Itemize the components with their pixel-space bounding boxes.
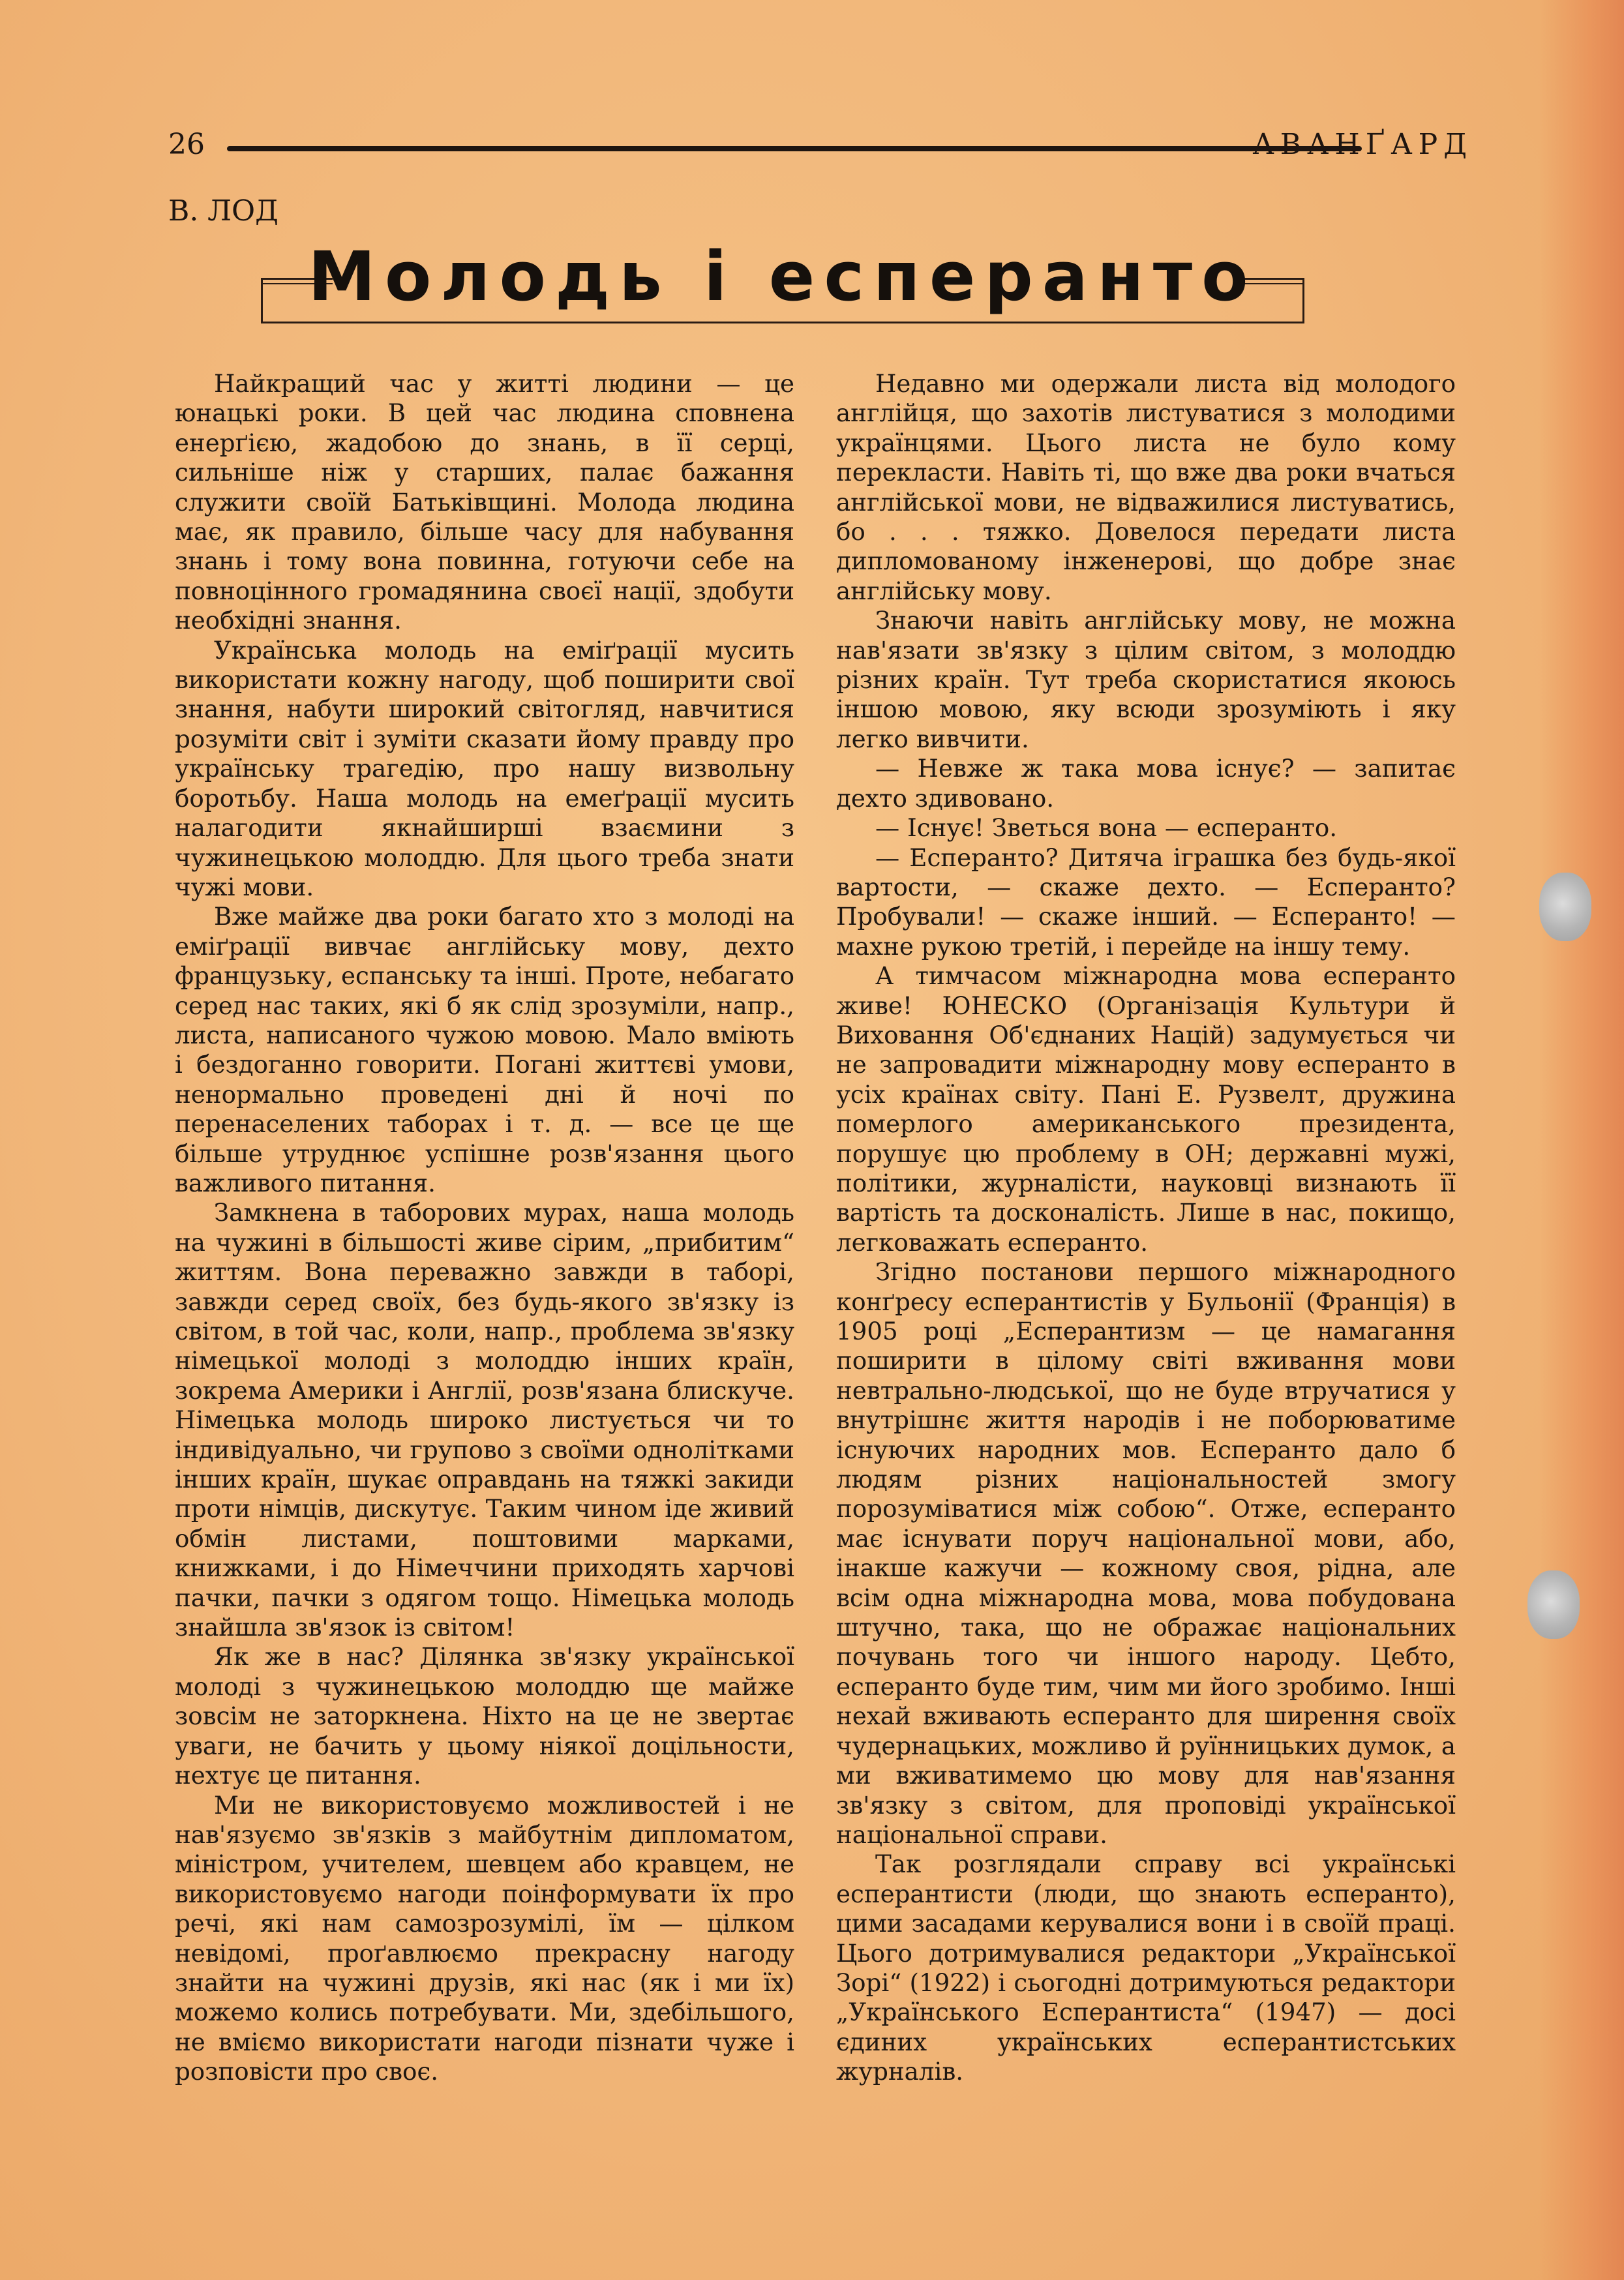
paragraph: Згідно постанови першого міжнародного конґресу есперантистів у Бульонії (Франція) в 1905 році „Есперантизм — це намагання поширити в цілому світі вживання мови невтрально-людської, що не буде втручатися у внутрішнє життя народів і не поборюватиме існуючих народних мов. Есперанто дало б людям різних національностей змогу порозуміватися між собою“. Отже, есперанто має існувати поруч національної мови, або, інакше кажучи — кожному своя, рідна, але всім одна міжнародна мова, мова побудована штучно, така, що не ображає національних почувань того чи іншого народу. Цебто, есперанто буде тим, чим ми його зробимо. Інші нехай вживають есперанто для ширення своїх чудернацьких, можливо й руїнницьких думок, а ми вживатимемо цю мову для нав'язання зв'язку з світом, для проповіді української національної справи. — [836, 1257, 1456, 1849]
paragraph: Вже майже два роки багато хто з молоді на еміґрації вивчає англійську мову, дехто французьку, еспанську та інші. Проте, небагато серед нас таких, які б як слід зрозуміли, напр., листа, написаного чужою мовою. Мало вміють і бездоганно говорити. Погані життєві умови, ненормально проведені дні й ночі по перенаселених таборах і т. д. — все це ще більше утруднює успішне розв'язання цього важливого питання. — [175, 902, 794, 1197]
running-head — [168, 128, 1473, 170]
article-author: В. ЛОД — [168, 194, 278, 228]
frame-line — [261, 322, 1304, 323]
binder-hole-icon — [1539, 873, 1591, 941]
paragraph: — Невже ж така мова існує? — запитає дехто здивовано. — [836, 754, 1456, 813]
paragraph: Так розглядали справу всі українські есперантисти (люди, що знають есперанто), цими засадами керувалися вони і в своїй праці. Цього дотримувалися редактори „Української Зорі“ (1922) і сьогодні дотримуються редактори „Українського Есперантиста“ (1947) — досі єдиних українських есперантистських журналів. — [836, 1850, 1456, 2086]
journal-name: АВАНҐАРД — [1252, 128, 1473, 161]
paragraph: — Есперанто? Дитяча іграшка без будь-якої вартости, — скаже дехто. — Есперанто? Пробували! — скаже інший. — Есперанто! — махне рукою третій, і перейде на іншу тему. — [836, 843, 1456, 961]
paragraph: Українська молодь на еміґрації мусить використати кожну нагоду, щоб поширити свої знання, набути широкий світогляд, навчитися розуміти світ і зуміти сказати йому правду про українську трагедію, про нашу визвольну боротьбу. Наша молодь на емеґрації мусить налагодити якнайширші взаємини з чужинецькою молоддю. Для цього треба знати чужі мови. — [175, 635, 794, 901]
paragraph: Знаючи навіть англійську мову, не можна нав'язати зв'язку з цілим світом, з молоддю різних країн. Тут треба скористатися якоюсь іншою мовою, яку всюди зрозуміють і яку легко вивчити. — [836, 606, 1456, 753]
article-title: Молодь і есперанто — [308, 237, 1257, 316]
paragraph: А тимчасом міжнародна мова есперанто живе! ЮНЕСКО (Організація Культури й Виховання Об'єднаних Націй) задумується чи не запровадити міжнародну мову есперанто в усіх країнах світу. Пані Е. Рузвелт, дружина померлого американського президента, порушує цю проблему в ОН; державні мужі, політики, журналісти, науковці визнають її вартість та досконалість. Лише в нас, покищо, легковажать есперанто. — [836, 961, 1456, 1257]
left-column — [175, 369, 794, 2087]
paragraph: Найкращий час у житті людини — це юнацькі роки. В цей час людина сповнена енерґією, жадобою до знань, в її серці, сильніше ніж у старших, палає бажання служити своїй Батьківщині. Молода людина має, як правило, більше часу для набування знань і тому вона повинна, готуючи себе на повноцінного громадянина своєї нації, здобути необхідні знання. — [175, 369, 794, 635]
paragraph: Як же в нас? Ділянка зв'язку української молоді з чужинецькою молоддю ще майже зовсім не заторкнена. Ніхто на це не звертає уваги, не бачить у цьому ніякої доцільности, нехтує це питання. — [175, 1642, 794, 1790]
page-number: 26 — [168, 128, 205, 161]
header-rule — [227, 146, 1362, 151]
paper-edge-shading — [1539, 0, 1624, 2280]
paragraph: Замкнена в таборових мурах, наша молодь на чужині в більшості живе сірим, „прибитим“ життям. Вона переважно завжди в таборі, завжди серед своїх, без будь-якого зв'язку із світом, в той час, коли, напр., проблема зв'язку німецької молоді з молоддю інших країн, зокрема Америки і Англії, розв'язана блискуче. Німецька молодь широко листується чи то індивідуально, чи групово з своїми одноліткaми інших країн, шукає оправдань на тяжкі закиди проти німців, дискутує. Таким чином іде живий обмін листами, поштовими марками, книжками, і до Німеччини приходять харчові пачки, пачки з одягом тощо. Німецька молодь знайшла зв'язок із світом! — [175, 1198, 794, 1642]
title-frame — [261, 237, 1304, 323]
paragraph: Ми не використовуємо можливостей і не нав'язуємо зв'язків з майбутнім дипломатом, міністром, учителем, шевцем або кравцем, не використовуємо нагоди поінформувати їх про речі, які нам самозрозумілі, їм — цілком невідомі, проґавлюємо прекрасну нагоду знайти на чужині друзів, які нас (як і ми їх) можемо колись потребувати. Ми, здебільшого, не вміємо використати нагоди пізнати чуже і розповісти про своє. — [175, 1790, 794, 2086]
right-column — [836, 369, 1456, 2087]
paragraph: — Існує! Зветься вона — есперанто. — [875, 813, 1338, 843]
binder-hole-icon — [1527, 1570, 1580, 1639]
paragraph: Недавно ми одержали листа від молодого англійця, що захотів листуватися з молодими українцями. Цього листа не було кому перекласти. Навіть ті, що вже два роки вчаться англійської мови, не відважилися листуватись, бо . . . тяжко. Довелося передати листа дипломованому інженерові, що добре знає англійську мову. — [836, 369, 1456, 605]
